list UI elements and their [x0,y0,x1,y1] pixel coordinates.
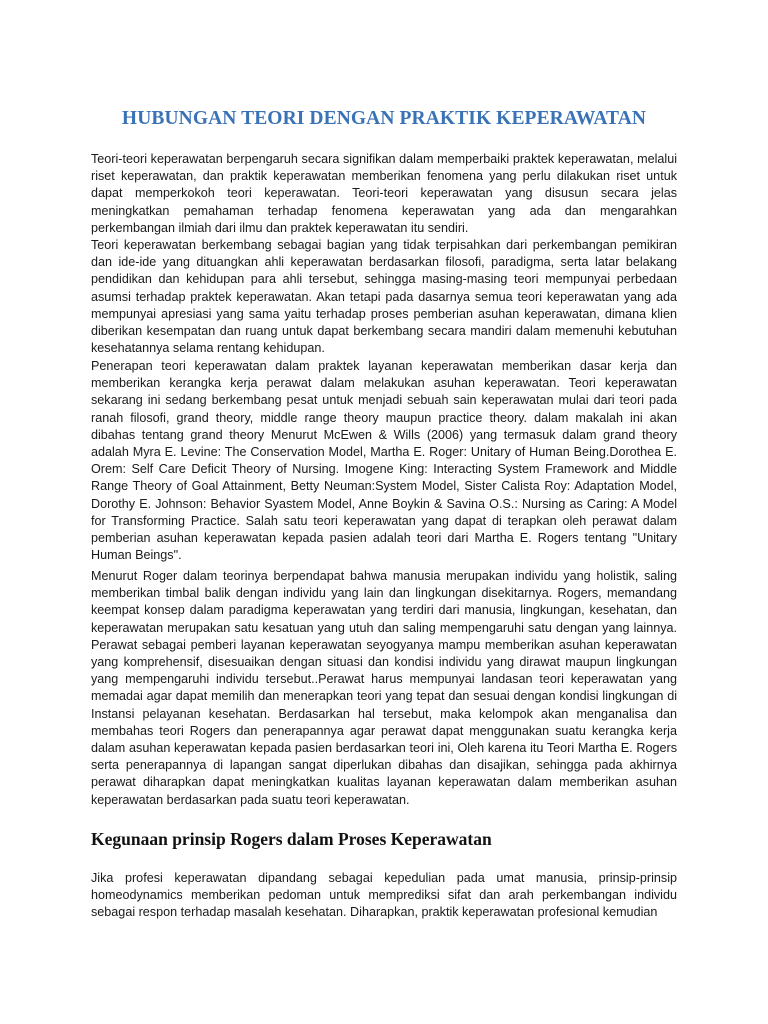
paragraph-4: Menurut Roger dalam teorinya berpendapat bahwa manusia merupakan individu yang holistik, saling memberikan timbal balik dengan individu yang lain dan lingkungan disekitarnya. Rogers, memandang keempat konsep dalam paradigma keperawatan yang terdiri dari manusia, lingkungan, kesehatan, dan keperawatan merupakan satu kesatuan yang utuh dan saling mempengaruhi satu dengan yang lainnya. Perawat sebagai pemberi layanan keperawatan seyogyanya mampu memberikan asuhan keperawatan yang komprehensif, disesuaikan dengan situasi dan kondisi individu yang dirawat maupun lingkungan yang mempengaruhi individu tersebut..Perawat harus mempunyai landasan teori keperawatan yang memadai agar dapat memilih dan menerapkan teori yang tepat dan sesuai dengan kondisi lingkungan di Instansi pelayanan kesehatan. Berdasarkan hal tersebut, maka kelompok akan menganalisa dan membahas teori Rogers dan penerapannya agar perawat dapat menggunakan suatu kerangka kerja dalam asuhan keperawatan kepada pasien berdasarkan teori ini, Oleh karena itu Teori Martha E. Rogers serta penerapannya di lapangan sangat diperlukan dibahas dan disajikan, sehingga pada akhirnya perawat diharapkan dapat meningkatkan kualitas layanan keperawatan dalam memberikan asuhan keperawatan berdasarkan pada suatu teori keperawatan. [91,569,677,807]
paragraph-3: Penerapan teori keperawatan dalam praktek layanan keperawatan memberikan dasar kerja dan memberikan kerangka kerja perawat dalam melakukan asuhan keperawatan. Teori keperawatan sekarang ini sedang berkembang pesat untuk menjadi sebuah sain keperawatan mulai dari teori pada ranah filosofi, grand theory, middle range theory maupun practice theory. dalam makalah ini akan dibahas tentang grand theory Menurut McEwen & Wills (2006) yang termasuk dalam grand theory adalah Myra E. Levine: The Conservation Model, Martha E. Roger: Unitary of Human Being.Dorothea E. Orem: Self Care Deficit Theory of Nursing. Imogene King: Interacting System Framework and Middle Range Theory of Goal Attainment, Betty Neuman:System Model, Sister Calista Roy: Adaptation Model, Dorothy E. Johnson: Behavior Syastem Model, Anne Boykin & Savina O.S.: Nursing as Caring: A Model for Transforming Practice. Salah satu teori keperawatan yang dapat di terapkan oleh perawat dalam pemberian asuhan keperawatan kepada pasien adalah teori dari Martha E. Rogers tentang "Unitary Human Beings". [91,359,677,563]
document-title: HUBUNGAN TEORI DENGAN PRAKTIK KEPERAWATAN [121,108,647,129]
paragraph-5: Jika profesi keperawatan dipandang sebagai kepedulian pada umat manusia, prinsip-prinsip homeodynamics memberikan pedoman untuk memprediksi sifat dan arah perkembangan individu sebagai respon terhadap masalah kesehatan. Diharapkan, praktik keperawatan profesional kemudian [91,871,677,920]
paragraph-2: Teori keperawatan berkembang sebagai bagian yang tidak terpisahkan dari perkembangan pemikiran dan ide-ide yang dituangkan ahli keperawatan berdasarkan filosofi, paradigma, serta latar belakang pendidikan dan kehidupan para ahli tersebut, sehingga masing-masing teori mempunyai perbedaan asumsi terhadap praktek keperawatan. Akan tetapi pada dasarnya semua teori keperawatan yang ada mempunyai apresiasi yang sama yaitu terhadap proses pemberian asuhan keperawatan, dimana klien diberikan kesempatan dan ruang untuk dapat berkembang secara mandiri dalam memenuhi kebutuhan kesehatannya selama rentang kehidupan. [91,238,677,356]
section-heading: Kegunaan prinsip Rogers dalam Proses Keperawatan [91,829,492,849]
paragraph-1: Teori-teori keperawatan berpengaruh secara signifikan dalam memperbaiki praktek keperawatan, melalui riset keperawatan, dan praktik keperawatan memberikan fenomena yang perlu dilakukan riset untuk dapat memperkokoh teori keperawatan. Teori-teori keperawatan yang disusun secara jelas meningkatkan pemahaman terhadap fenomena keperawatan yang ada dan mengarahkan perkembangan ilmiah dari ilmu dan praktek keperawatan itu sendiri. [91,152,677,235]
